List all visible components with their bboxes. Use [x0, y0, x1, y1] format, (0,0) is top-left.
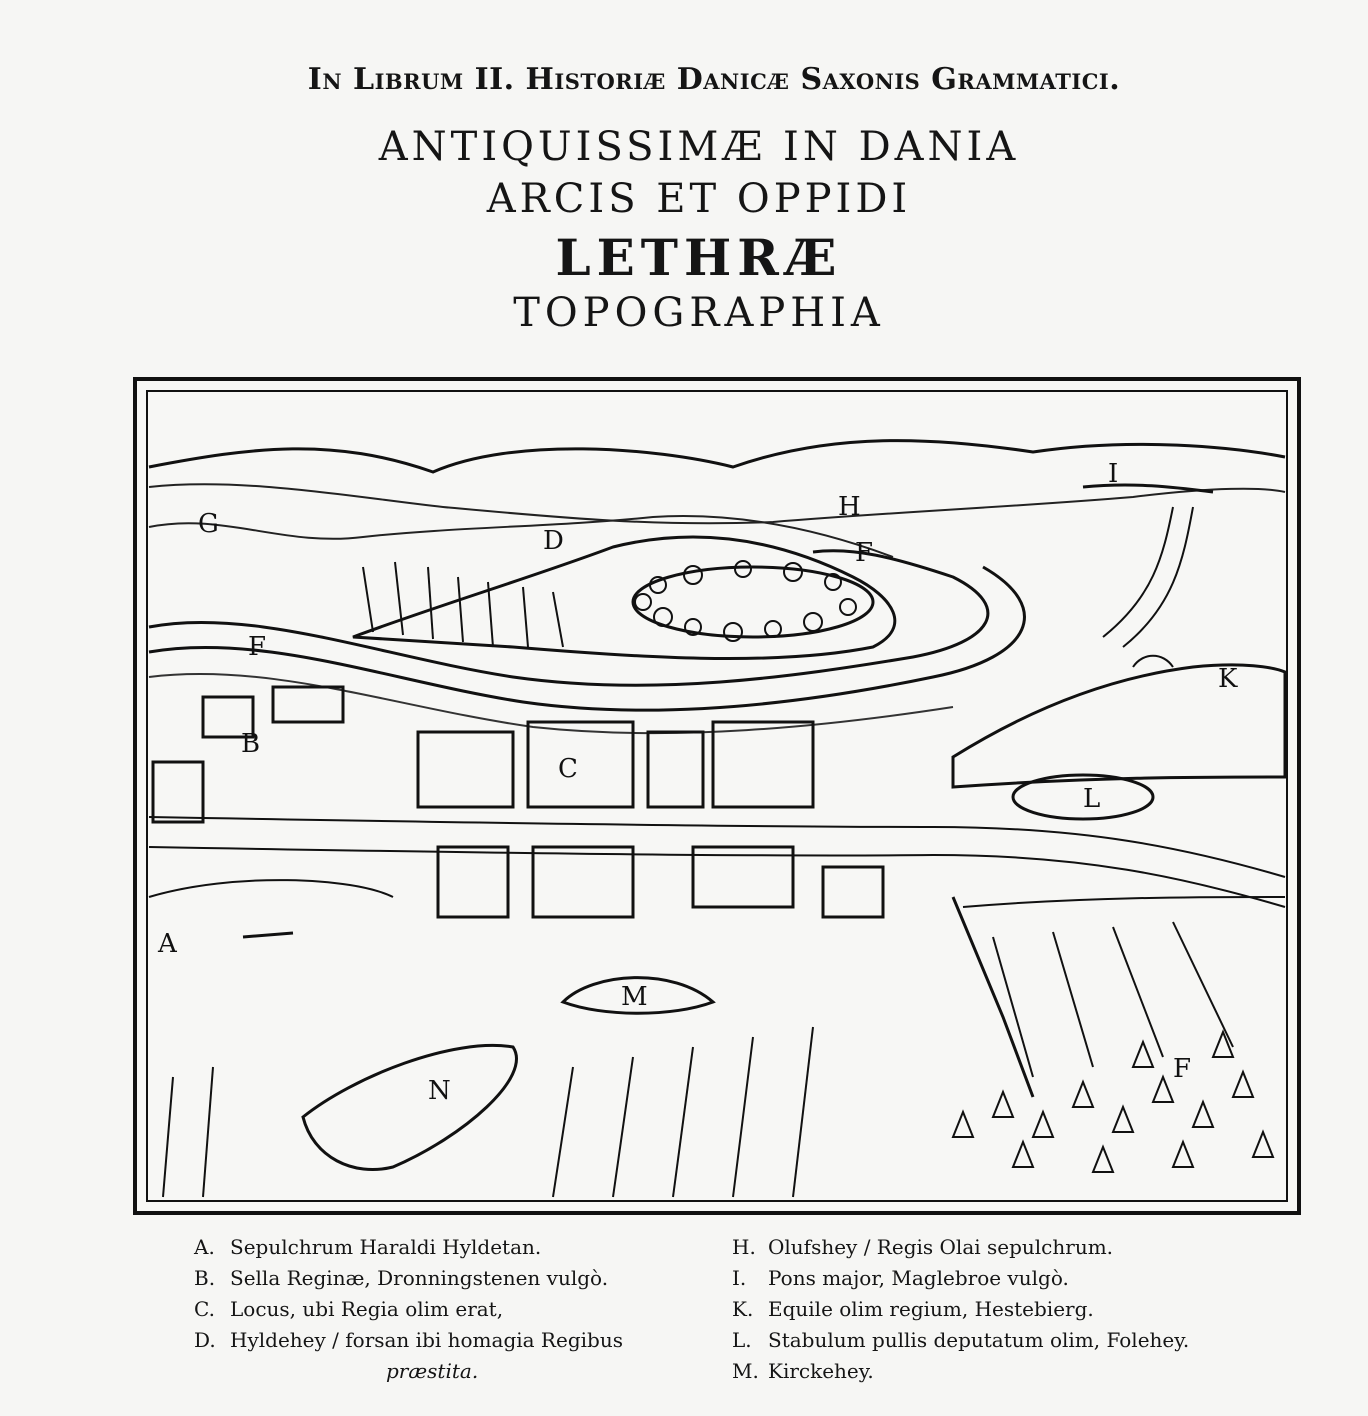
- legend-item: [732, 1263, 1292, 1294]
- map-label-n: N: [428, 1076, 451, 1106]
- legend-right-column: [732, 1232, 1292, 1387]
- map-label-f1: F: [248, 632, 267, 662]
- map-label-i: I: [1108, 459, 1119, 489]
- legend-key: I.: [732, 1266, 747, 1290]
- legend-item: [732, 1356, 1292, 1387]
- map-label-k: K: [1218, 664, 1238, 694]
- legend-item: [194, 1232, 714, 1263]
- legend-continuation: præstita.: [386, 1359, 479, 1383]
- map-label-a: A: [158, 929, 177, 959]
- legend-key: A.: [194, 1235, 215, 1259]
- map-label-m: M: [621, 982, 648, 1012]
- legend-text: Hyldehey / forsan ibi homagia Regibus: [230, 1328, 623, 1352]
- legend-item: [732, 1232, 1292, 1263]
- title-line-2: ARCIS ET OPPIDI: [486, 176, 912, 222]
- map-label-f3: F: [1173, 1054, 1192, 1084]
- map-label-h: H: [838, 492, 861, 522]
- legend-text: Stabulum pullis deputatum olim, Folehey.: [768, 1328, 1190, 1352]
- map-illustration: [133, 377, 1301, 1215]
- legend-key: D.: [194, 1328, 216, 1352]
- title-line-4: TOPOGRAPHIA: [513, 290, 885, 336]
- title-line-1: ANTIQUISSIMÆ IN DANIA: [378, 124, 1020, 170]
- legend-text: Equile olim regium, Hestebierg.: [768, 1297, 1094, 1321]
- legend-key: C.: [194, 1297, 215, 1321]
- legend-key: B.: [194, 1266, 216, 1290]
- legend-key: K.: [732, 1297, 754, 1321]
- legend-key: L.: [732, 1328, 752, 1352]
- legend-text: Sepulchrum Haraldi Hyldetan.: [230, 1235, 542, 1259]
- map-label-l: L: [1083, 784, 1101, 814]
- woodcut-map: [133, 377, 1301, 1215]
- legend-item: [194, 1263, 714, 1294]
- legend-text: Olufshey / Regis Olai sepulchrum.: [768, 1235, 1114, 1259]
- header-superscription: In Librum II. Historiæ Danicæ Saxonis Grammatici.: [307, 62, 1121, 97]
- map-label-g: G: [198, 509, 219, 539]
- legend-text: Locus, ubi Regia olim erat,: [230, 1297, 504, 1321]
- legend-item: [194, 1294, 714, 1325]
- legend-item: [194, 1325, 714, 1356]
- map-label-f2: F: [855, 538, 874, 568]
- title-line-3: LETHRÆ: [555, 228, 843, 287]
- legend-item: [732, 1325, 1292, 1356]
- legend-key: H.: [732, 1235, 756, 1259]
- legend-text: Sella Reginæ, Dronningstenen vulgò.: [230, 1266, 609, 1290]
- map-label-c: C: [558, 754, 578, 784]
- legend-item: [732, 1294, 1292, 1325]
- legend-text: Kirckehey.: [768, 1359, 874, 1383]
- legend-left-column: [194, 1232, 714, 1387]
- legend-key: M.: [732, 1359, 759, 1383]
- map-label-d: D: [543, 526, 564, 556]
- legend-text: Pons major, Maglebroe vulgò.: [768, 1266, 1069, 1290]
- map-label-b: B: [241, 729, 261, 759]
